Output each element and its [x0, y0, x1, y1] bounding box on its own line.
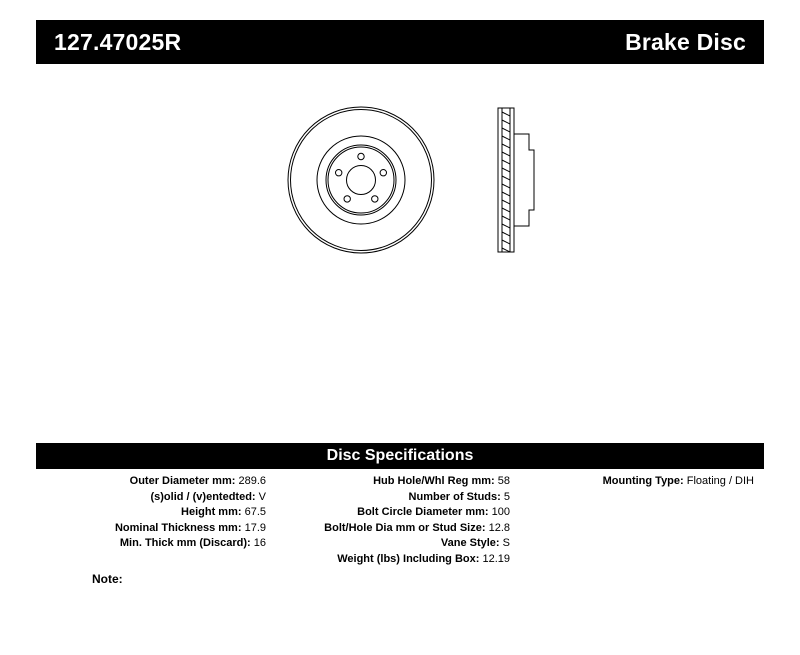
spec-row: [276, 552, 510, 568]
spec-label: Min. Thick mm (Discard):: [119, 537, 251, 549]
spec-row: [36, 490, 266, 506]
spec-row: [36, 536, 266, 552]
spec-value: 289.6: [238, 475, 266, 487]
spec-label: Vane Style:: [440, 537, 500, 549]
spec-value: 12.19: [482, 552, 510, 565]
spec-label: Bolt/Hole Dia mm or Stud Size:: [324, 521, 486, 534]
spec-value: 16: [253, 537, 266, 549]
header-bar: [36, 20, 764, 64]
spec-row: [276, 505, 510, 521]
spec-value: V: [258, 490, 266, 503]
spec-label: Nominal Thickness mm:: [114, 521, 242, 534]
rotor-drawing-svg: [286, 90, 586, 290]
spec-label: Height mm:: [181, 506, 242, 518]
rotor-front-view: [288, 107, 434, 253]
spec-row: [276, 521, 510, 537]
note-label: Note:: [92, 572, 123, 586]
spec-label: Number of Studs:: [408, 490, 501, 503]
spec-row: [276, 490, 510, 506]
spec-column-middle: [276, 474, 520, 567]
spec-row: [276, 536, 510, 552]
spec-value: 5: [503, 490, 510, 503]
spec-label: Mounting Type:: [602, 475, 684, 487]
spec-value: 100: [491, 506, 510, 518]
spec-row: [36, 521, 266, 537]
technical-drawing: [36, 80, 764, 430]
spec-column-left: [36, 474, 276, 552]
spec-value: 67.5: [244, 506, 266, 518]
spec-value: S: [502, 537, 510, 549]
spec-label: (s)olid / (v)entedted:: [150, 490, 256, 503]
spec-section-title: Disc Specifications: [36, 443, 764, 469]
spec-label: Hub Hole/Whl Reg mm:: [373, 475, 495, 487]
spec-label: Outer Diameter mm:: [129, 475, 236, 487]
rotor-cross-section-view: [498, 108, 534, 252]
spec-row: [36, 474, 266, 490]
spec-table: [36, 474, 764, 567]
spec-value: 58: [497, 475, 510, 487]
spec-column-right: [520, 474, 764, 490]
spec-row: [520, 474, 754, 490]
spec-value: 12.8: [488, 521, 510, 534]
spec-value: Floating / DIH: [686, 475, 754, 487]
spec-value: 17.9: [244, 521, 266, 534]
spec-row: [276, 474, 510, 490]
page-title: 127.47025R: [54, 28, 182, 55]
note-section: [92, 572, 127, 586]
spec-label: Weight (lbs) Including Box:: [337, 552, 480, 565]
spec-label: Bolt Circle Diameter mm:: [357, 506, 489, 518]
product-category-label: Brake Disc: [625, 28, 746, 55]
spec-row: [36, 505, 266, 521]
